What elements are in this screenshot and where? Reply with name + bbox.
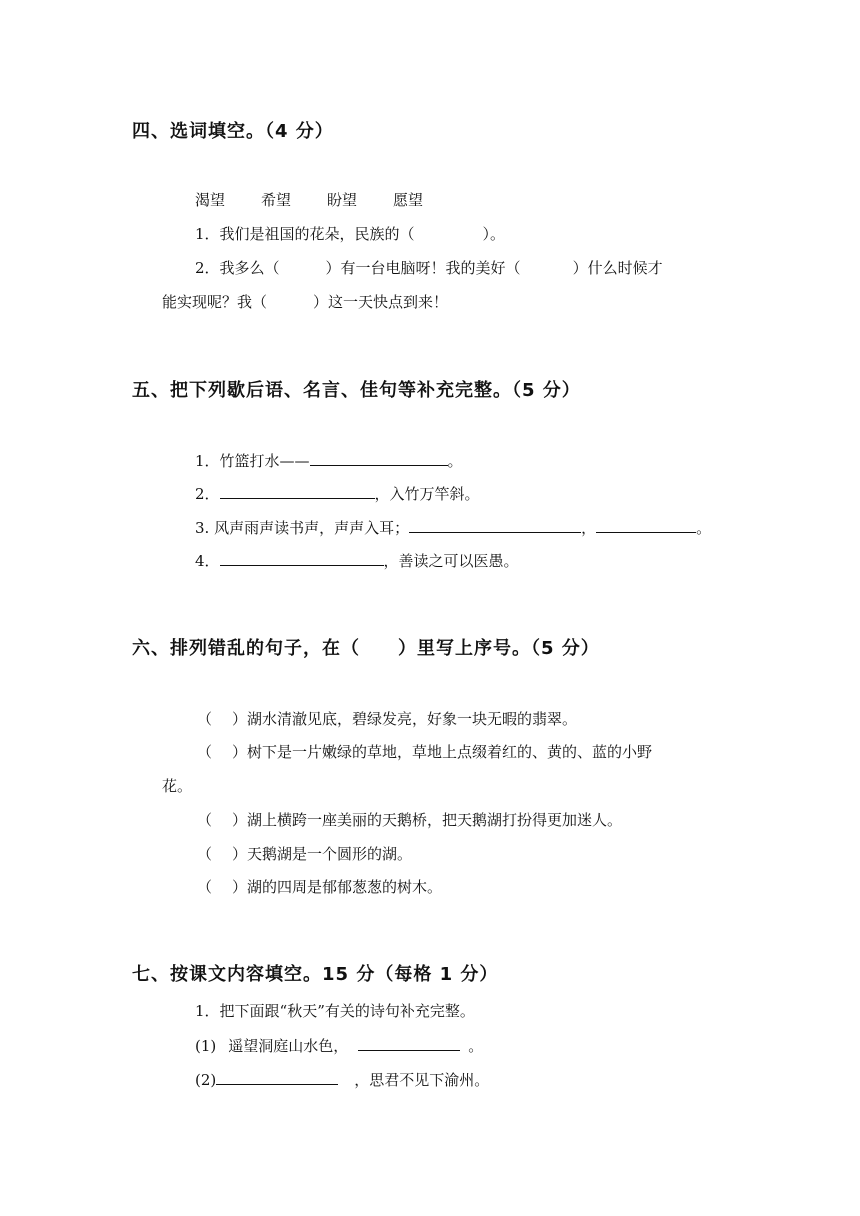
fill-blank[interactable] xyxy=(596,518,696,533)
s6-item-2-cont: 花。 xyxy=(162,777,193,795)
s6-item-5: （ ）湖的四周是郁郁葱葱的树木。 xyxy=(197,878,443,896)
section-6-title: 六、排列错乱的句子，在（ ）里写上序号。（5 分） xyxy=(132,638,600,659)
s6-item-2: （ ）树下是一片嫩绿的草地，草地上点缀着红的、黄的、蓝的小野 xyxy=(197,743,653,761)
fill-blank[interactable] xyxy=(220,551,384,566)
fill-blank[interactable] xyxy=(220,484,375,499)
fill-blank[interactable] xyxy=(310,451,448,466)
word-4: 愿望 xyxy=(393,191,424,209)
s5-question-3: 3. 风声雨声读书声，声声入耳； ， 。 xyxy=(195,519,712,537)
s6-item-1: （ ）湖水清澈见底，碧绿发亮，好象一块无暇的翡翠。 xyxy=(197,710,578,728)
section-4-title: 四、选词填空。（4 分） xyxy=(132,121,334,142)
s5-question-1: 1．竹篮打水—— 。 xyxy=(195,452,463,470)
s4-question-2: 2．我多么（ ）有一台电脑呀！我的美好（ ）什么时候才 xyxy=(195,259,663,277)
fill-blank[interactable] xyxy=(358,1036,460,1051)
s7-poem-1: (1) 遥望洞庭山水色， 。 xyxy=(195,1037,484,1055)
fill-blank[interactable] xyxy=(409,518,581,533)
s6-item-4: （ ）天鹅湖是一个圆形的湖。 xyxy=(197,845,413,863)
fill-blank[interactable] xyxy=(216,1070,338,1085)
word-bank xyxy=(195,190,423,210)
word-2: 希望 xyxy=(261,191,292,209)
s5-question-2: 2． ，入竹万竿斜。 xyxy=(195,485,480,503)
word-1: 渴望 xyxy=(195,191,226,209)
section-5-title: 五、把下列歇后语、名言、佳句等补充完整。（5 分） xyxy=(132,380,581,401)
section-7-title: 七、按课文内容填空。15 分（每格 1 分） xyxy=(132,964,499,985)
s6-item-3: （ ）湖上横跨一座美丽的天鹅桥，把天鹅湖打扮得更加迷人。 xyxy=(197,811,623,829)
s5-question-4: 4． ，善读之可以医愚。 xyxy=(195,552,519,570)
s7-poem-2: (2) ，思君不见下渝州。 xyxy=(195,1071,490,1089)
s4-question-1: 1．我们是祖国的花朵，民族的（ ）。 xyxy=(195,225,506,243)
word-3: 盼望 xyxy=(327,191,358,209)
s7-question-1: 1．把下面跟“秋天”有关的诗句补充完整。 xyxy=(195,1002,475,1020)
s4-question-2-cont: 能实现呢？我（ ）这一天快点到来！ xyxy=(162,293,449,311)
